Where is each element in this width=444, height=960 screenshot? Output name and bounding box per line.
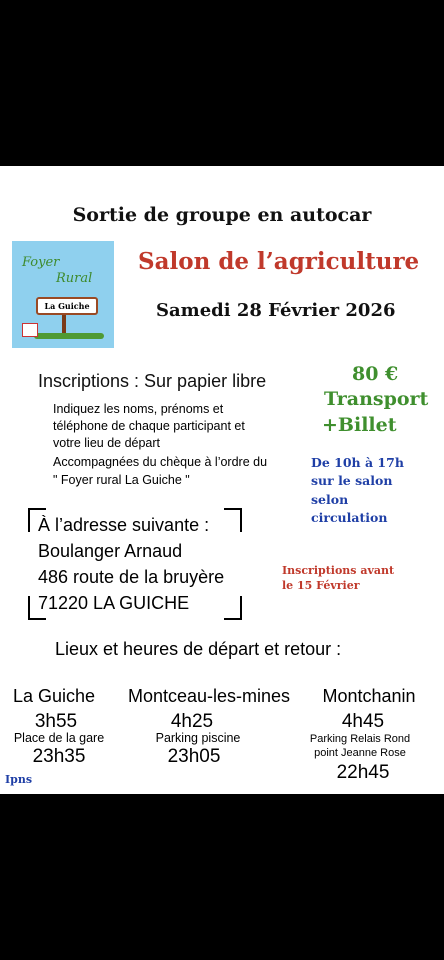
foyer-rural-logo [12,241,114,348]
deadline-line: le 15 Février [282,579,360,592]
instruction-line: " Foyer rural La Guiche " [53,473,190,487]
logo-text-rural: Rural [56,271,93,286]
flyer-heading: Sortie de groupe en autocar [72,204,372,226]
price: 80 € [352,363,399,385]
return-time: 23h05 [167,746,221,767]
departure-time: 4h25 [170,711,214,732]
flyer-poster [0,166,444,794]
price-detail-transport: Transport [324,388,429,410]
instruction-line: votre lieu de départ [53,436,161,450]
hours-line: circulation [311,510,388,525]
logo-sign: La Guiche [36,297,98,315]
return-time: 23h35 [32,746,86,767]
departure-town: Montchanin [322,686,416,706]
address-title: À l’adresse suivante : [38,515,210,535]
address-line: Boulanger Arnaud [38,541,183,561]
departure-time: 4h45 [341,711,385,732]
address-line: 71220 LA GUICHE [38,593,190,613]
deadline-line: Inscriptions avant [282,564,395,577]
departure-town: Montceau-les-mines [127,686,291,706]
price-detail-billet: +Billet [322,414,397,436]
departure-place: Parking Relais Rond [309,733,411,745]
logo-grass [34,333,104,339]
hours-line: selon [311,492,349,507]
departure-time: 3h55 [34,711,78,732]
address-frame-corner [224,508,242,532]
departures-title: Lieux et heures de départ et retour : [55,639,342,659]
hours-line: sur le salon [311,473,393,488]
logo-text-foyer: Foyer [22,255,60,270]
departure-place: Parking piscine [155,731,241,745]
instruction-line: Accompagnées du chèque à l’ordre du [53,455,268,469]
departure-place: point Jeanne Rose [314,747,406,759]
address-line: 486 route de la bruyère [38,567,225,587]
inscriptions-title: Inscriptions : Sur papier libre [38,371,267,391]
logo-badge-icon [22,323,38,337]
hours-line: De 10h à 17h [311,455,404,470]
instruction-line: Indiquez les noms, prénoms et [53,402,224,416]
departure-place: Place de la gare [13,731,105,745]
event-title: Salon de l’agriculture [138,248,420,275]
event-date: Samedi 28 Février 2026 [156,300,396,321]
instruction-line: téléphone de chaque participant et [53,419,245,433]
return-time: 22h45 [336,762,390,783]
address-frame-corner [224,596,242,620]
departure-town: La Guiche [12,686,96,706]
footer-ipns: Ipns [5,773,33,786]
